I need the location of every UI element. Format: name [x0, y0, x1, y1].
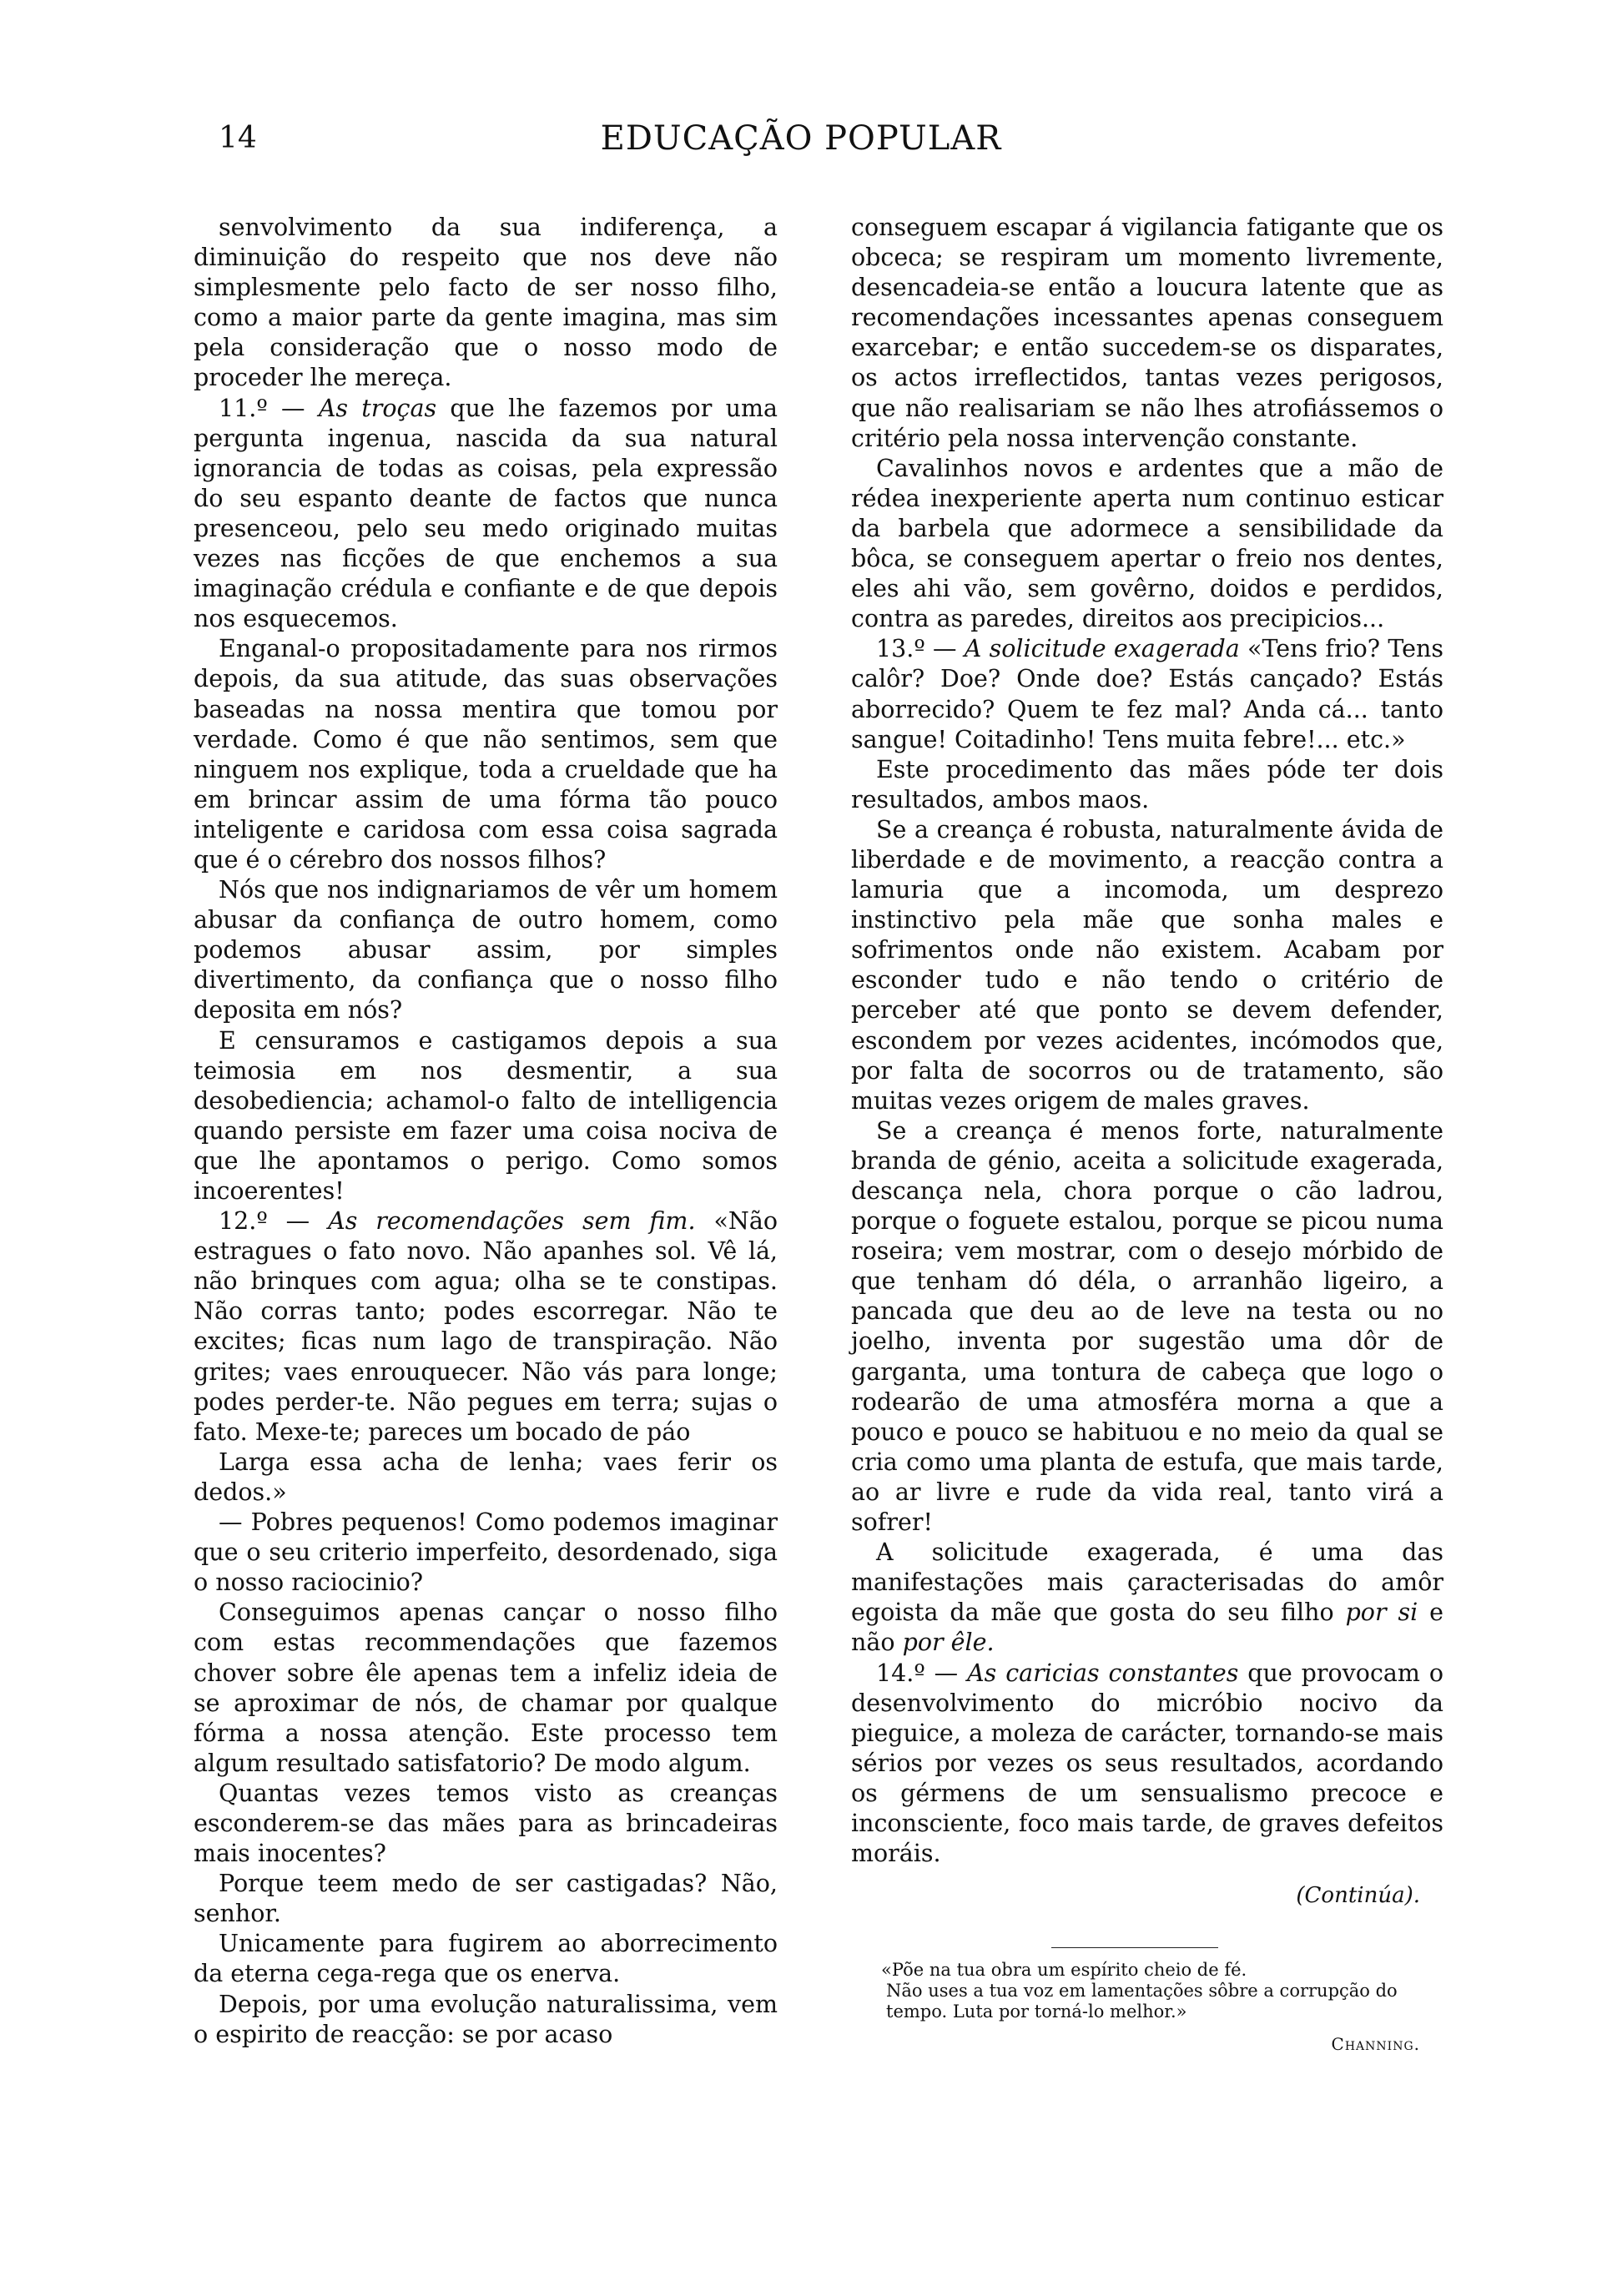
item-text: que lhe fazemos por uma pergunta ingenua, nascida da sua natural ignorancia de todas as coisas, pela expressão do seu espanto deante de factos que nunca presenceou, pelo seu medo originado muitas vezes nas ficções de que enchemos a sua imaginação crédula e confiante e de que depois nos esquecemos. [194, 394, 778, 633]
paragraph [194, 1206, 778, 1448]
item-number: 14.º — [876, 1659, 959, 1687]
epigraph-author: Channing. [1331, 2034, 1420, 2055]
paragraph: conseguem escapar á vigilancia fatigante que os obceca; se respiram um momento livremente, desencadeia-se então a loucura latente que as recomendações incessantes apenas conseguem exarcebar; e então succedem-se os disparates, os actos irreflectidos, tantas vezes perigosos, que não realisariam se não lhes atrofiássemos o critério pela nossa intervenção constante. [851, 214, 1443, 452]
separator-rule [1051, 1947, 1218, 1948]
paragraph: Unicamente para fugirem ao aborrecimento da eterna cega-rega que os enerva. [194, 1930, 778, 1988]
item-title: As recomendações sem fim. [328, 1207, 696, 1236]
item-text: que provocam o desenvolvimento do micróbio nocivo da pieguice, a moleza de carácter, tornando-se mais sérios por vezes os seus resultados, acordando os gérmens de um sensualismo precoce e inconsciente, foco mais tarde, de graves defeitos moráis. [851, 1659, 1443, 1868]
paragraph: Enganal-o propositadamente para nos rirmos depois, da sua atitude, das suas observações baseadas na nossa mentira que tomou por verdade. Como é que não sentimos, sem que ninguem nos explique, toda a crueldade que ha em brincar assim de uma fórma tão pouco inteligente e caridosa com essa coisa sagrada que é o cérebro dos nossos filhos? [194, 635, 778, 874]
emphasis: por êle. [902, 1629, 995, 1657]
paragraph: — Pobres pequenos! Como podemos imaginar que o seu criterio imperfeito, desordenado, siga o nosso raciocinio? [194, 1508, 778, 1597]
paragraph: Se a creança é menos forte, naturalmente branda de génio, aceita a solicitude exagerada, descança nela, chora porque o cão ladrou, porque o foguete estalou, porque se picou numa roseira; vem mostrar, com o desejo mórbido de que tenham dó déla, o arranhão ligeiro, a pancada que deu ao de leve na testa ou no joelho, inventa por sugestão uma dôr de garganta, uma tontura de cabeça que logo o rodearão de uma atmosféra morna a que a pouco e pouco se habituou e no meio da qual se cria como uma planta de estufa, que mais tarde, ao ar livre e rude da vida real, tanto virá a sofrer! [851, 1116, 1443, 1537]
paragraph: E censuramos e castigamos depois a sua teimosia em nos desmentir, a sua desobediencia; achamol-o falto de intelligencia quando persiste em fazer uma coisa nociva de que lhe apontamos o perigo. Como somos incoerentes! [194, 1026, 778, 1205]
right-column-body [851, 213, 1443, 1869]
text-run: e não [851, 1599, 1443, 1657]
right-column [851, 213, 1443, 2059]
item-title: A solicitude exagerada [964, 635, 1240, 663]
paragraph [851, 634, 1443, 754]
paragraph: Quantas vezes temos visto as creanças esconderem-se das mães para as brincadeiras mais inocentes? [194, 1779, 778, 1868]
item-text: «Não estragues o fato novo. Não apanhes sol. Vê lá, não brinques com agua; olha se te constipas. Não corras tanto; podes escorregar. Não te excites; ficas num lago de transpiração. Não grites; vaes enrouquecer. Não vás para longe; podes perder-te. Não pegues em terra; sujas o fato. Mexe-te; pareces um bocado de páo [194, 1207, 778, 1446]
item-number: 12.º — [219, 1207, 310, 1236]
paragraph: Se a creança é robusta, naturalmente ávida de liberdade e de movimento, a reacção contra a lamuria que a incomoda, um desprezo instinctivo pela mãe que sonha males e sofrimentos onde não existem. Acabam por esconder tudo e não tendo o critério de perceber até que ponto se devem defender, escondem por vezes acidentes, incómodos que, por falta de socorros ou de tratamento, são muitas vezes origem de males graves. [851, 815, 1443, 1115]
paragraph: senvolvimento da sua indiferença, a diminuição do respeito que nos deve não simplesmente pelo facto de ser nosso filho, como a maior parte da gente imagina, mas sim pela consideração que o nosso modo de proceder lhe mereça. [194, 214, 778, 392]
item-number: 11.º — [219, 394, 305, 422]
continued-note: (Continúa). [1296, 1883, 1420, 1909]
epigraph [851, 1960, 1443, 2022]
item-number: 13.º — [876, 635, 957, 663]
item-title: As caricias constantes [967, 1659, 1239, 1687]
running-title: EDUCAÇÃO POPULAR [600, 119, 1002, 158]
paragraph: Nós que nos indignariamos de vêr um homem abusar da confiança de outro homem, como podemos abusar assim, por simples divertimento, da confiança que o nosso filho deposita em nós? [194, 876, 778, 1025]
text-run: A solicitude exagerada, é uma das manifestações mais çaracterisadas do amôr egoista da mãe que gosta do seu filho [851, 1538, 1443, 1627]
paragraph: Porque teem medo de ser castigadas? Não, senhor. [194, 1870, 778, 1928]
page-number: 14 [219, 121, 257, 155]
item-text: «Tens frio? Tens calôr? Doe? Onde doe? Estás cançado? Estás aborrecido? Quem te fez mal? Anda cá... tanto sangue! Coitadinho! Tens muita febre!... etc.» [851, 635, 1443, 753]
paragraph [851, 1538, 1443, 1658]
paragraph: Depois, por uma evolução naturalissima, vem o espirito de reacção: se por acaso [194, 1990, 778, 2048]
epigraph-line: Não uses a tua voz em lamentações sôbre a corrupção do tempo. Luta por torná-lo melhor.» [886, 1981, 1398, 2022]
paragraph: Conseguimos apenas cançar o nosso filho com estas recommendações que fazemos chover sobre êle apenas tem a infeliz ideia de se aproximar de nós, de chamar por qualque fórma a nossa atenção. Este processo tem algum resultado satisfatorio? De modo algum. [194, 1599, 778, 1777]
left-column [194, 213, 778, 2050]
paragraph: Cavalinhos novos e ardentes que a mão de rédea inexperiente aperta num continuo esticar da barbela que adormece a sensibilidade da bôca, se conseguem apertar o freio nos dentes, eles ahi vão, sem govêrno, doidos e perdidos, contra as paredes, direitos aos precipicios... [851, 454, 1443, 633]
epigraph-line: «Põe na tua obra um espírito cheio de fé. [881, 1960, 1247, 1981]
item-title: As troças [318, 394, 437, 422]
paragraph [194, 394, 778, 635]
paragraph [851, 1659, 1443, 1870]
paragraph: Este procedimento das mães póde ter dois resultados, ambos maos. [851, 755, 1443, 813]
paragraph: Larga essa acha de lenha; vaes ferir os dedos.» [194, 1448, 778, 1506]
emphasis: por si [1345, 1599, 1418, 1627]
